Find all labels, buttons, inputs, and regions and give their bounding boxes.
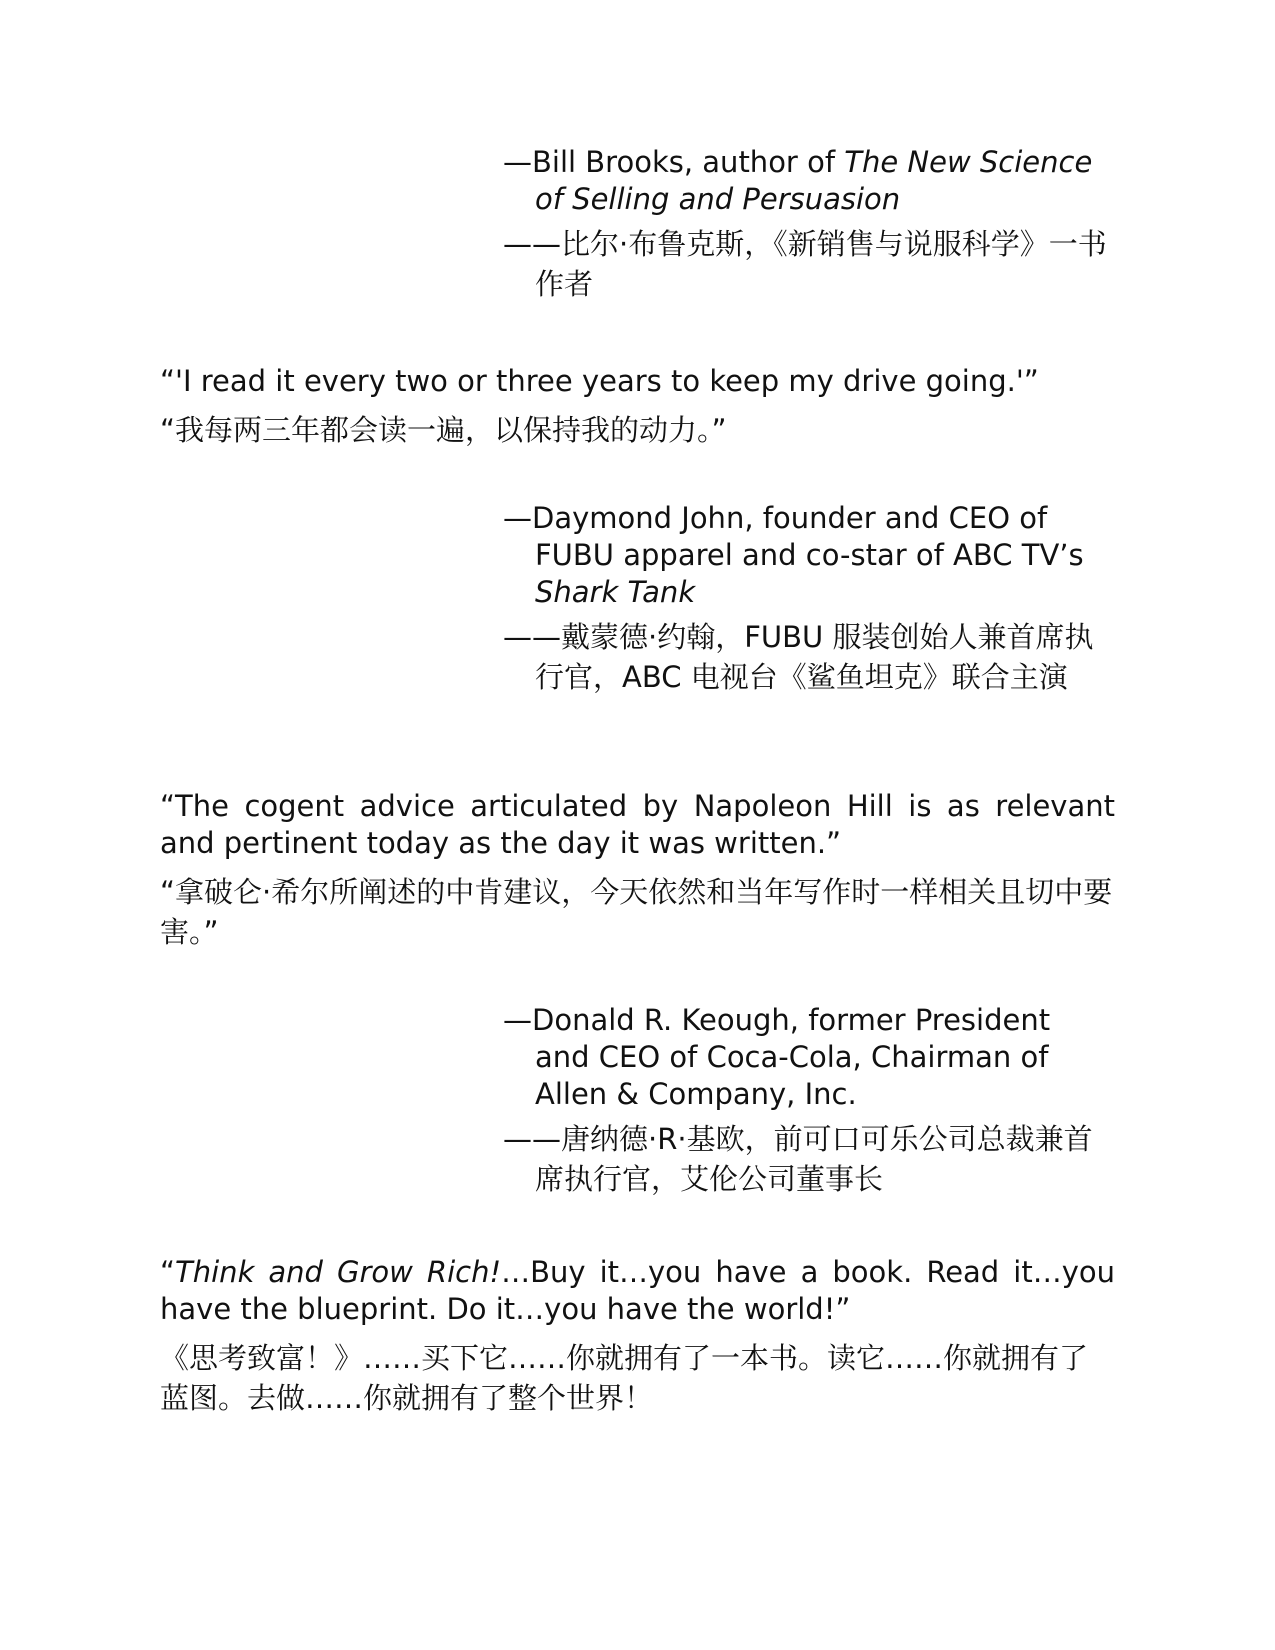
- show-title: Shark Tank: [535, 575, 696, 609]
- attribution-zh: ——比尔·布鲁克斯，《新销售与说服科学》一书作者: [503, 227, 1107, 301]
- attribution-zh: ——唐纳德·R·基欧，前可口可乐公司总裁兼首席执行官，艾伦公司董事长: [503, 1122, 1093, 1196]
- attribution-bill-brooks: [503, 144, 1113, 304]
- quote-zh: 《思考致富！》……买下它……你就拥有了一本书。读它……你就拥有了蓝图。去做……你就拥有了整个世界！: [160, 1341, 1089, 1415]
- quote-cogent-advice: [160, 788, 1115, 952]
- quote-en: [160, 1254, 1115, 1328]
- attribution-donald-keough: [503, 1002, 1113, 1199]
- attribution-en: [503, 144, 1113, 218]
- quote-think-and-grow-rich: [160, 1254, 1115, 1418]
- open-quote: “: [160, 1255, 176, 1289]
- quote-en: “'I read it every two or three years to keep my drive going.'”: [160, 364, 1039, 398]
- quote-zh: “我每两三年都会读一遍，以保持我的动力。”: [160, 413, 727, 447]
- attribution-daymond-john: [503, 500, 1113, 697]
- attribution-name: —Bill Brooks, author of: [503, 145, 845, 179]
- book-title: The New Science of Selling and Persuasion: [535, 145, 1093, 216]
- attribution-en: —Donald R. Keough, former President and CEO of Coca-Cola, Chairman of Allen & Company, Inc.: [503, 1003, 1051, 1111]
- quote-en: “The cogent advice articulated by Napoleon Hill is as relevant and pertinent today as the day it was written.”: [160, 789, 1115, 860]
- quote-body: …Buy it…you have a book. Read it…you have the blueprint. Do it…you have the world!”: [160, 1255, 1115, 1326]
- quote-drive-going: [160, 363, 1115, 450]
- attribution-name: —Daymond John, founder and CEO of FUBU apparel and co-star of ABC TV’s: [503, 501, 1084, 572]
- quote-zh: “拿破仑·希尔所阐述的中肯建议，今天依然和当年写作时一样相关且切中要害。”: [160, 875, 1113, 949]
- book-title: Think and Grow Rich!: [175, 1255, 502, 1289]
- attribution-en: [503, 500, 1113, 611]
- attribution-zh: ——戴蒙德·约翰，FUBU 服装创始人兼首席执行官，ABC 电视台《鲨鱼坦克》联合主演: [503, 620, 1094, 694]
